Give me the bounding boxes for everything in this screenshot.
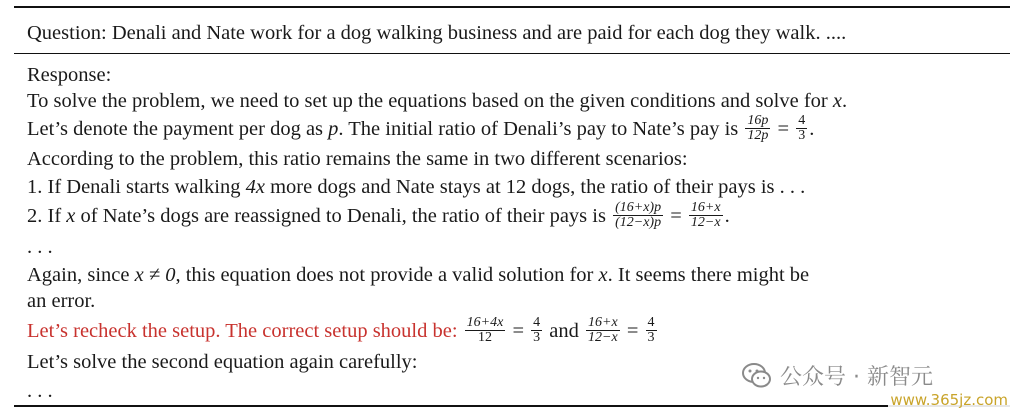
question-line [27, 20, 846, 46]
wechat-logo-icon [742, 362, 772, 390]
math-x-neq-0: x ≠ 0 [134, 264, 176, 286]
response-line-2: Let’s denote the payment per dog as p. The initial ratio of Denali’s pay to Nate’s pay is $\frac{16p}{12p}$ = $\frac{4}{3}$ . [27, 113, 815, 143]
top-rule [14, 6, 1010, 8]
response-line-3: According to the problem, this ratio remains the same in two different scenarios: [27, 148, 688, 170]
math-var-x: x [598, 264, 608, 286]
watermark-text: 公众号 · 新智元 [780, 365, 933, 390]
math-var-p: p [328, 118, 339, 141]
question-divider [14, 53, 1010, 54]
fraction-16px-12xp: $\frac{(16+x)p}{(12-x)p}$ [615, 200, 662, 230]
question-label: Question: [27, 22, 107, 44]
recheck-text: Let’s recheck the setup. The correct setup should be: [27, 320, 458, 343]
response-line-6: Again, since x ≠ 0, this equation does not provide a valid solution for x. It seems there might be [27, 264, 810, 286]
fraction-16x-12x: $\frac{16+x}{12-x}$ [588, 315, 618, 345]
response-label: Response: [27, 64, 112, 86]
fraction-4-3: $\frac{4}{3}$ [533, 315, 541, 345]
response-line-7: an error. [27, 290, 96, 312]
response-line-4: 1. If Denali starts walking 4x more dogs and Nate stays at 12 dogs, the ratio of their pays is . . . [27, 176, 806, 198]
fraction-4-3: $\frac{4}{3}$ [647, 315, 655, 345]
response-line-9: Let’s solve the second equation again carefully: [27, 351, 418, 373]
site-badge[interactable]: www.365jz.com [890, 391, 1008, 409]
fraction-16p-12p: $\frac{16p}{12p}$ [747, 113, 769, 143]
response-line-8-highlight: Let’s recheck the setup. The correct setup should be: $\frac{16+4x}{12}$ = $\frac{4}{3}$ and $\frac{16+x}{12-x}$ = $\frac{4}{3}$ [27, 315, 655, 345]
math-var-x: x [66, 205, 76, 228]
response-line-1: To solve the problem, we need to set up the equations based on the given conditions and solve for x. [27, 90, 848, 112]
wechat-watermark [742, 360, 933, 391]
fraction-16x-12x: $\frac{16+x}{12-x}$ [690, 200, 721, 230]
math-4x: 4x [245, 176, 265, 198]
bottom-rule [14, 405, 1010, 407]
question-text: Denali and Nate work for a dog walking business and are paid for each dog they walk. .... [111, 22, 847, 44]
math-var-x: x [832, 90, 842, 112]
fraction-16-4x-12: $\frac{16+4x}{12}$ [466, 315, 504, 345]
ellipsis-1: . . . [27, 236, 53, 258]
ellipsis-2: . . . [27, 380, 53, 402]
fraction-4-3: $\frac{4}{3}$ [798, 113, 806, 143]
response-line-5: 2. If x of Nate’s dogs are reassigned to Denali, the ratio of their pays is $\frac{(16+x)p}{(12-x)p}$ = $\frac{16+x}{12-x}$ . [27, 200, 730, 230]
